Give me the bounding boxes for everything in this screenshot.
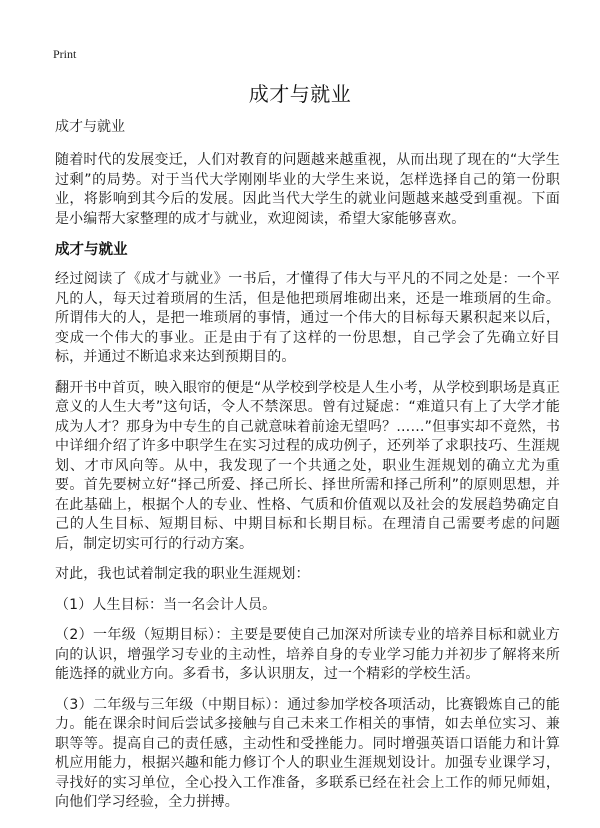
body-paragraph: 翻开书中首页，映入眼帘的便是“从学校到学校是人生小考，从学校到职场是真正意义的人生大考”这句话，令人不禁深思。曾有过疑虑：“难道只有上了大学才能成为人才？那身为中专生的自己就意味着前途无望吗？……”但事实却不竟然，书中详细介绍了许多中职学生在实习过程的成功例子，还列举了求职技巧、生涯规划、才市风向等。从中，我发现了一个共通之处，职业生涯规划的确立尤为重要。首先要树立好“择己所爱、择己所长、择世所需和择己所利”的原则思想，并在此基础上，根据个人的专业、性格、气质和价值观以及社会的发展趋势确定自己的人生目标、短期目标、中期目标和长期目标。在理清自己需要考虑的问题后，制定切实可行的行动方案。 xyxy=(55,379,560,552)
body-paragraph: 对此，我也试着制定我的职业生涯规划： xyxy=(55,566,310,582)
plan-item-short-term: （2）一年级（短期目标）：主要是要使自己加深对所读专业的培养目标和就业方向的认识，增强学习专业的主动性，培养自身的专业学习能力并初步了解将来所能选择的就业方向。多看书，多认识朋友，过一个精彩的学校生活。 xyxy=(55,627,560,682)
document-title: 成才与就业 xyxy=(248,82,352,106)
document-body xyxy=(55,118,560,824)
print-label: Print xyxy=(53,47,77,61)
intro-paragraph: 随着时代的发展变迁，人们对教育的问题越来越重视，从而出现了现在的“大学生过剩”的局势。对于当代大学刚刚毕业的大学生来说，怎样选择自己的第一份职业，将影响到其今后的发展。因此当代大学生的就业问题越来越受到重视。下面是小编帮大家整理的成才与就业，欢迎阅读，希望大家能够喜欢。 xyxy=(55,152,560,227)
document-subtitle: 成才与就业 xyxy=(55,119,125,135)
section-heading: 成才与就业 xyxy=(55,242,128,258)
body-paragraph: 经过阅读了《成才与就业》一书后，才懂得了伟大与平凡的不同之处是：一个平凡的人，每天过着琐屑的生活，但是他把琐屑堆砌出来，还是一堆琐屑的生命。所谓伟大的人，是把一堆琐屑的事情，通过一个伟大的目标每天累积起来以后，变成一个伟大的事业。正是由于有了这样的一份思想，自己学会了先确立好目标，并通过不断追求来达到预期目的。 xyxy=(55,271,560,365)
plan-item-mid-term: （3）二年级与三年级（中期目标）：通过参加学校各项活动，比赛锻炼自己的能力。能在课余时间后尝试多接触与自己未来工作相关的事情，如去单位实习、兼职等等。提高自己的责任感，主动性和受挫能力。同时增强英语口语能力和计算机应用能力，根据兴趣和能力修订个人的职业生涯规划设计。加强专业课学习，寻找好的实习单位，全心投入工作准备，多联系已经在社会上工作的师兄师姐，向他们学习经验，全力拼搏。 xyxy=(55,696,560,810)
plan-item-life-goal: （1）人生目标：当一名会计人员。 xyxy=(55,596,277,613)
